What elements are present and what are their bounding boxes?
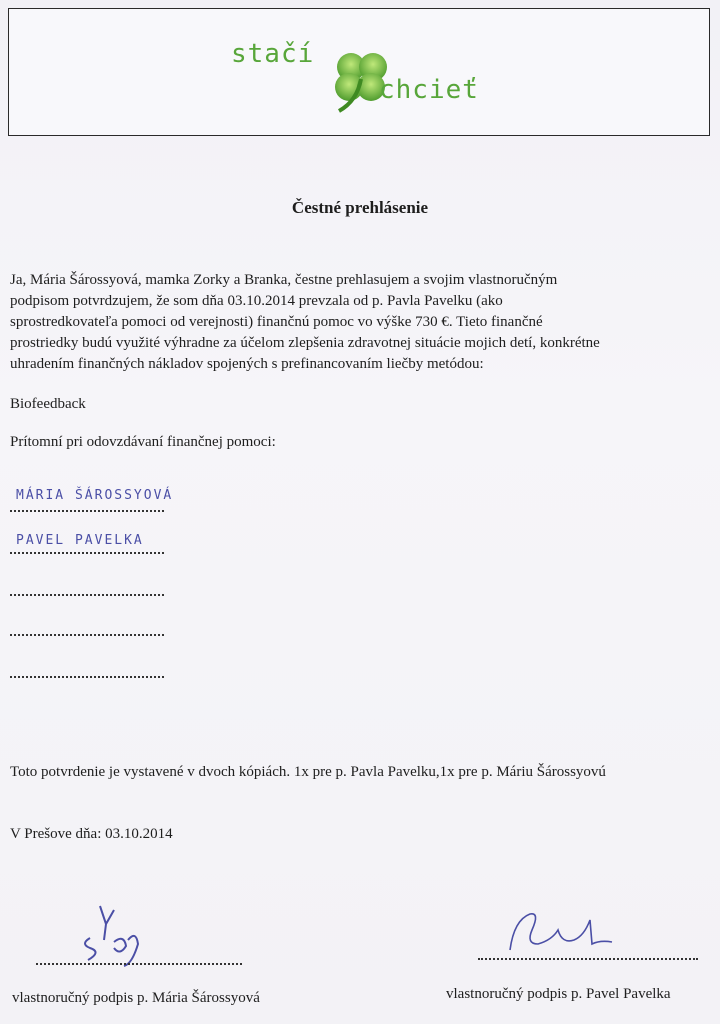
place-date: V Prešove dňa: 03.10.2014 <box>10 826 173 842</box>
document-title: Čestné prehlásenie <box>291 198 429 217</box>
signature-right-scribble <box>500 900 620 960</box>
paragraph-line: prostriedky budú využité výhradne za účelom zlepšenia zdravotnej situácie mojich detí, konkrétne <box>10 335 600 351</box>
witness-line-5 <box>10 676 164 678</box>
logo-text-bottom: chcieť <box>379 75 479 105</box>
paragraph-line: uhradením finančných nákladov spojených s prefinancovaním liečby metódou: <box>10 356 484 372</box>
witness-line-4 <box>10 634 164 636</box>
declaration-paragraph <box>10 270 710 375</box>
logo-text-top: stačí <box>231 39 315 69</box>
paragraph-line: sprostredkovateľa pomoci od verejnosti) finančnú pomoc vo výške 730 €. Tieto finančné <box>10 314 543 330</box>
method-name: Biofeedback <box>10 396 86 412</box>
paragraph-line: podpisom potvrdzujem, že som dňa 03.10.2014 prevzala od p. Pavla Pavelku (ako <box>10 293 503 309</box>
signature-line-left <box>36 963 242 965</box>
letterhead-box <box>8 8 710 136</box>
signature-left-label: vlastnoručný podpis p. Mária Šárossyová <box>12 990 260 1006</box>
witness-line-2 <box>10 552 164 554</box>
signature-line-right <box>478 958 698 960</box>
signature-right-label: vlastnoručný podpis p. Pavel Pavelka <box>446 986 671 1002</box>
witness-line-1 <box>10 510 164 512</box>
handwritten-name-1: MÁRIA ŠÁROSSYOVÁ <box>16 488 174 503</box>
handwritten-name-2: PAVEL PAVELKA <box>16 533 144 548</box>
signature-left-scribble <box>70 900 160 970</box>
witness-line-3 <box>10 594 164 596</box>
present-label: Prítomní pri odovzdávaní finančnej pomoci: <box>10 434 276 450</box>
paragraph-line: Ja, Mária Šárossyová, mamka Zorky a Branka, čestne prehlasujem a svojim vlastnoručným <box>10 272 558 288</box>
copies-note: Toto potvrdenie je vystavené v dvoch kópiách. 1x pre p. Pavla Pavelku,1x pre p. Máriu Šárossyovú <box>10 764 606 780</box>
